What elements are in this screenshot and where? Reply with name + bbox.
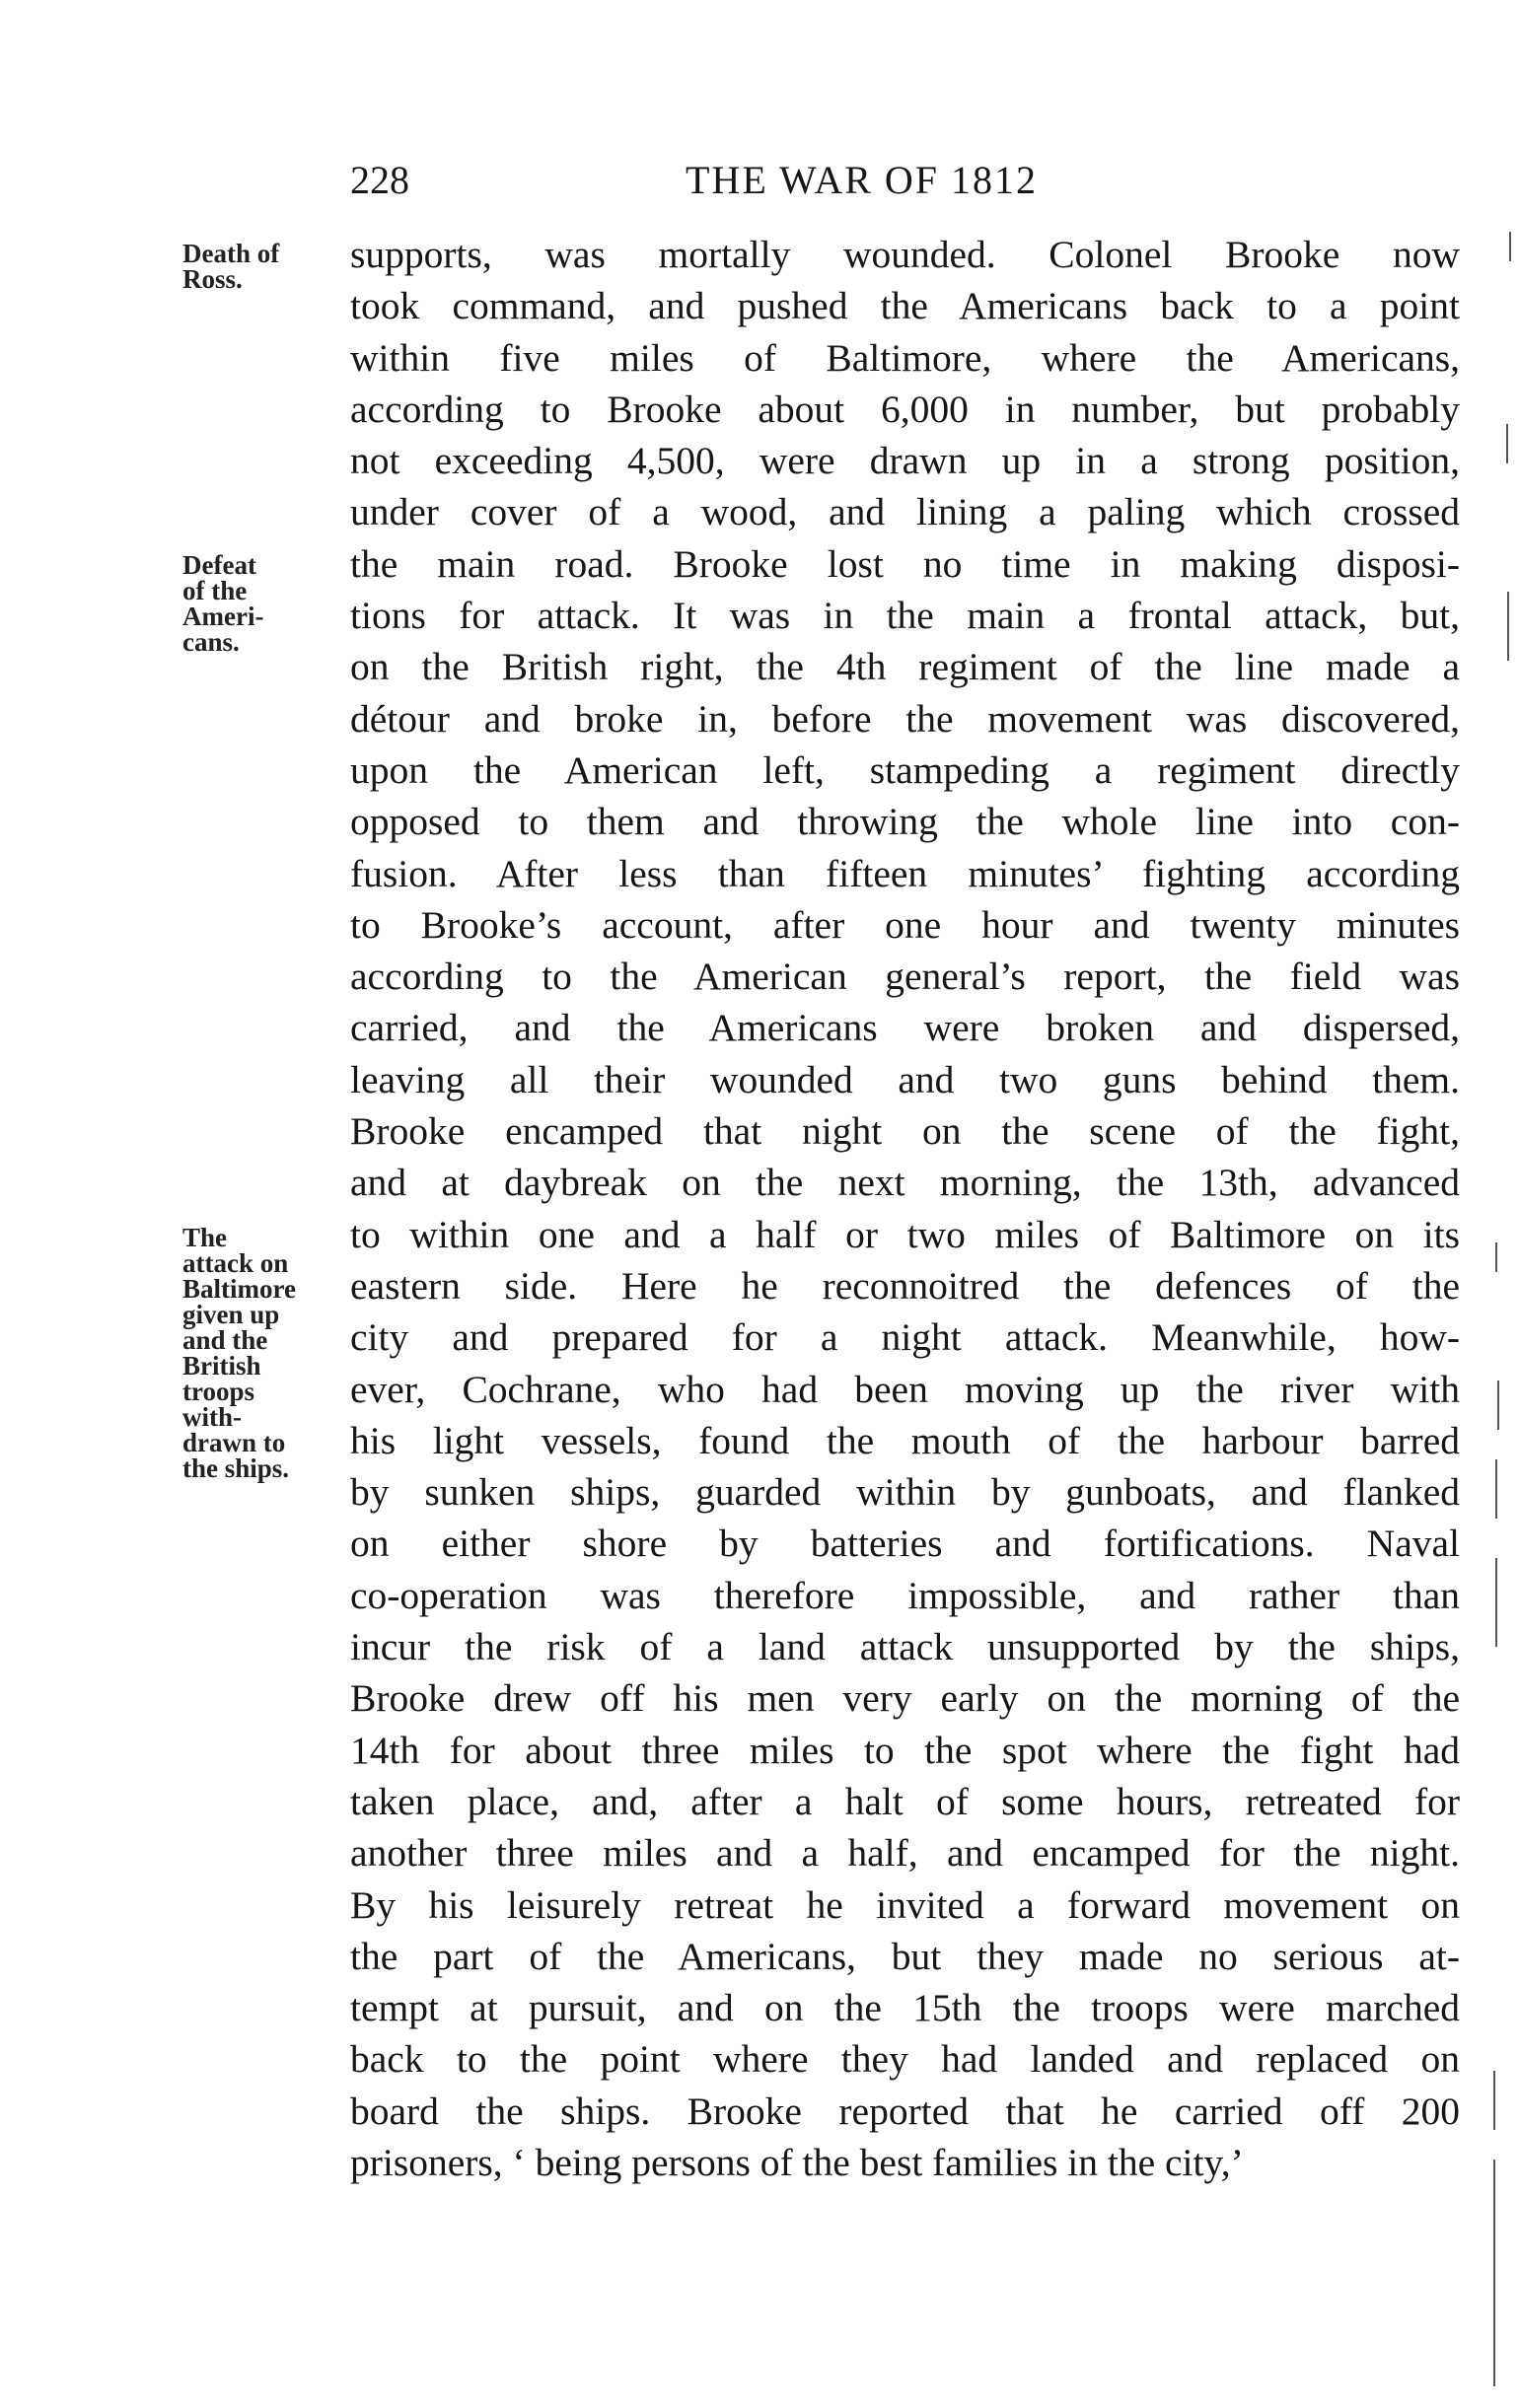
text-line: back to the point where they had landed and replaced on [350,2037,1460,2082]
sidenote-line: of the [182,576,248,605]
text-line: ever, Cochrane, who had been moving up the river with [350,1367,1460,1411]
text-line: 14th for about three miles to the spot where the fight had [350,1728,1460,1772]
running-title: THE WAR OF 1812 [686,158,1039,202]
page-edge-mark [1507,592,1509,661]
running-head [350,156,1455,205]
text-line: not exceeding 4,500, were drawn up in a strong position, [350,439,1460,483]
text-line: tempt at pursuit, and on the 15th the troops were marched [350,1986,1460,2030]
sidenote-line: Ross. [182,264,243,294]
page-number: 228 [350,158,409,202]
text-line: by sunken ships, guarded within by gunboats, and flanked [350,1470,1460,1515]
text-line: according to the American general’s report, the field was [350,955,1460,999]
text-line: his light vessels, found the mouth of the harbour barred [350,1418,1460,1462]
text-line: and at daybreak on the next morning, the 13th, advanced [350,1161,1460,1205]
page-edge-mark [1506,424,1508,463]
sidenote-line: attack on [182,1248,289,1278]
text-line: taken place, and, after a halt of some hours, retreated for [350,1779,1460,1823]
text-line: under cover of a wood, and lining a paling which crossed [350,490,1460,534]
sidenote-attack-given-up [182,1225,340,1481]
text-line: upon the American left, stampeding a regiment directly [350,747,1460,792]
text-line: board the ships. Brooke reported that he carried off 200 [350,2089,1460,2133]
sidenote-line: The [182,1223,228,1252]
text-line: on the British right, the 4th regiment of the line made a [350,645,1460,689]
text-line: tions for attack. It was in the main a frontal attack, but, [350,594,1460,638]
text-line: according to Brooke about 6,000 in number, but probably [350,387,1460,431]
text-line: Brooke encamped that night on the scene of the fight, [350,1109,1460,1154]
text-line: took command, and pushed the Americans back to a point [350,284,1460,328]
sidenote-line: Ameri- [182,602,264,631]
page-edge-mark [1495,1459,1497,1519]
sidenote-line: given up [182,1300,280,1329]
text-line: supports, was mortally wounded. Colonel Brooke now [350,233,1460,276]
text-line: the part of the Americans, but they made no serious at- [350,1934,1460,1978]
page-edge-mark [1495,1558,1497,1647]
page-edge-mark [1493,2160,1495,2386]
sidenote-death-of-ross [182,241,340,292]
text-line: prisoners, ‘ being persons of the best families in the city,’ [350,2140,1244,2184]
sidenote-line: and the [182,1325,268,1355]
page-edge-mark [1497,1381,1499,1430]
sidenote-line: Defeat [182,550,256,580]
sidenote-line: drawn to [182,1428,286,1457]
sidenote-line: the ships. [182,1453,290,1483]
text-line: within five miles of Baltimore, where the Americans, [350,335,1460,380]
text-line: opposed to them and throwing the whole line into con- [350,800,1460,844]
sidenote-line: Baltimore [182,1274,296,1304]
sidenote-line: Death of [182,239,280,268]
text-line: on either shore by batteries and fortifications. Naval [350,1522,1460,1566]
text-line: eastern side. Here he reconnoitred the defences of the [350,1263,1460,1308]
text-line: carried, and the Americans were broken and dispersed, [350,1006,1460,1050]
text-line: fusion. After less than fifteen minutes’ fighting according [350,851,1460,895]
text-line: city and prepared for a night attack. Meanwhile, how- [350,1315,1460,1360]
sidenote-line: with- [182,1402,242,1432]
text-line: another three miles and a half, and encamped for the night. [350,1831,1460,1876]
page-edge-mark [1509,232,1511,261]
text-line: By his leisurely retreat he invited a forward movement on [350,1882,1460,1927]
text-line: the main road. Brooke lost no time in making disposi- [350,541,1460,586]
text-line: leaving all their wounded and two guns behind them. [350,1057,1460,1101]
sidenote-line: troops [182,1377,255,1406]
text-line: Brooke drew off his men very early on the morning of the [350,1676,1460,1721]
body-text [350,229,1465,2188]
text-line: to within one and a half or two miles of Baltimore on its [350,1212,1460,1256]
sidenote-defeat-of-americans [182,552,340,655]
text-line: co-operation was therefore impossible, and rather than [350,1573,1460,1617]
page-edge-mark [1495,1242,1497,1272]
text-line: détour and broke in, before the movement was discovered, [350,696,1460,741]
sidenote-line: British [182,1351,261,1381]
page-edge-mark [1493,2071,1495,2130]
text-line: incur the risk of a land attack unsupported by the ships, [350,1625,1460,1669]
text-line: to Brooke’s account, after one hour and twenty minutes [350,902,1460,947]
sidenote-line: cans. [182,627,240,657]
